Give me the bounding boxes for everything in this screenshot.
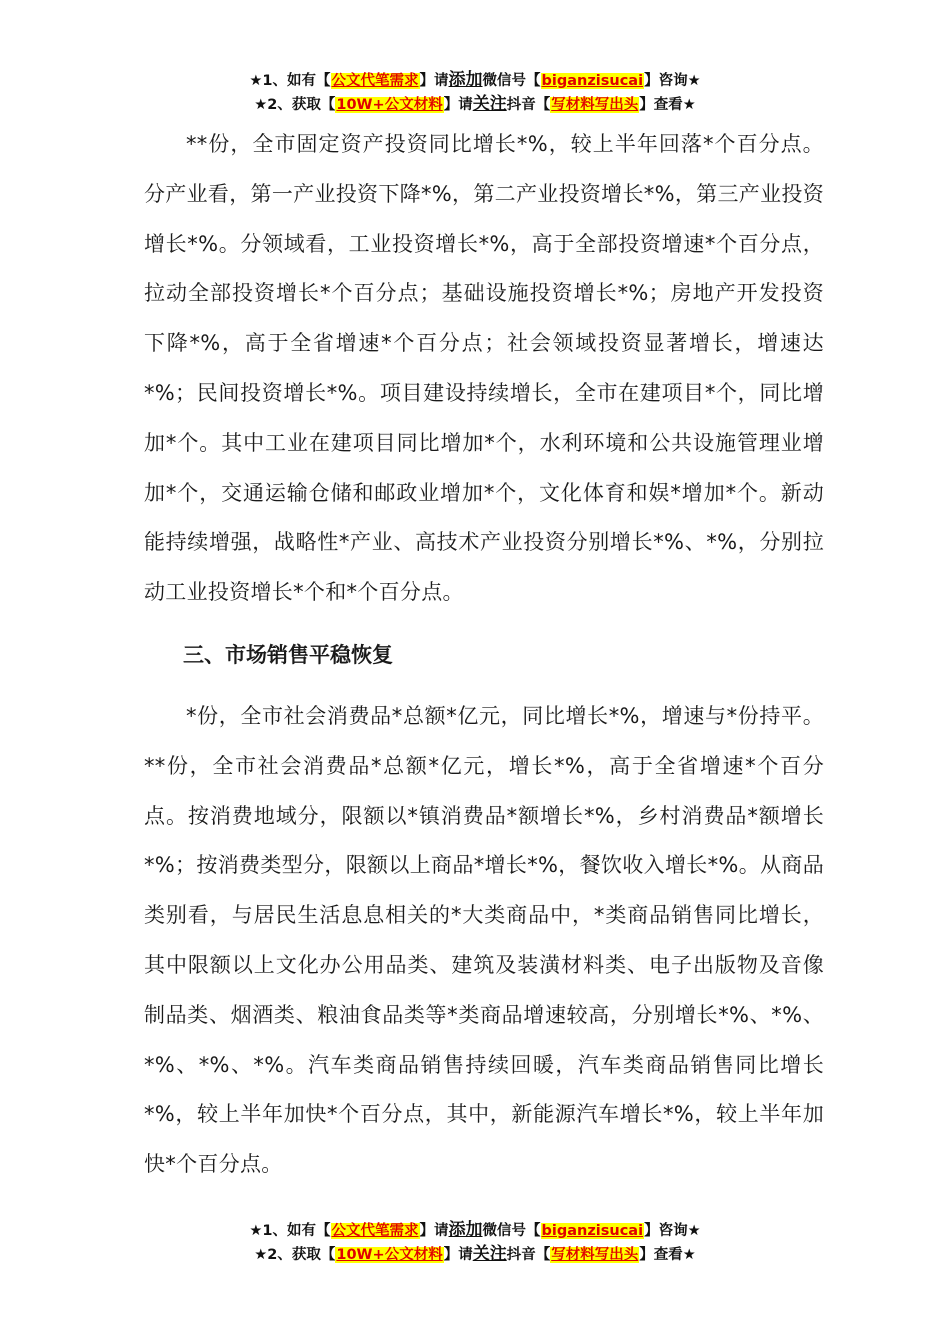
promo-emphasis: 添加 — [448, 1220, 483, 1240]
promo-douyin-id: 写材料写出头 — [551, 1247, 639, 1263]
promo-highlight: 公文代笔需求 — [331, 1223, 419, 1239]
promo-text: ★1、如有【 — [249, 73, 331, 89]
promo-line-1 — [0, 1219, 950, 1243]
promo-text: 抖音【 — [506, 97, 551, 113]
promo-line-2 — [0, 93, 950, 117]
promo-douyin-id: 写材料写出头 — [551, 97, 639, 113]
promo-emphasis: 关注 — [472, 94, 507, 114]
promo-highlight: 10W+公文材料 — [336, 1247, 443, 1263]
document-body-section-1 — [144, 120, 824, 618]
promo-text: 】请 — [443, 1247, 473, 1263]
promo-text: 】查看★ — [639, 97, 696, 113]
promo-text: ★1、如有【 — [249, 1223, 331, 1239]
promo-text: 】咨询★ — [644, 1223, 701, 1239]
promo-text: 】请 — [419, 73, 449, 89]
promo-text: 】请 — [419, 1223, 449, 1239]
promo-text: 】请 — [443, 97, 473, 113]
promo-line-2 — [0, 1243, 950, 1267]
top-promo-banner — [0, 69, 950, 117]
promo-highlight: 10W+公文材料 — [336, 97, 443, 113]
promo-text: 微信号【 — [482, 1223, 541, 1239]
promo-text: 微信号【 — [482, 73, 541, 89]
promo-highlight: 公文代笔需求 — [331, 73, 419, 89]
promo-text: 】咨询★ — [644, 73, 701, 89]
promo-text: ★2、获取【 — [254, 1247, 336, 1263]
promo-line-1 — [0, 69, 950, 93]
promo-text: ★2、获取【 — [254, 97, 336, 113]
promo-text: 】查看★ — [639, 1247, 696, 1263]
promo-emphasis: 添加 — [448, 70, 483, 90]
paragraph-retail-sales: *份，全市社会消费品*总额*亿元，同比增长*%，增速与*份持平。**份，全市社会消费品*总额*亿元，增长*%，高于全省增速*个百分点。按消费地域分，限额以*镇消费品*额增长*%，乡村消费品*额增长*%；按消费类型分，限额以上商品*增长*%，餐饮收入增长*%。从商品类别看，与居民生活息息相关的*大类商品中，*类商品销售同比增长，其中限额以上文化办公用品类、建筑及装潢材料类、电子出版物及音像制品类、烟酒类、粮油食品类等*类商品增速较高，分别增长*%、*%、*%、*%、*%。汽车类商品销售持续回暖，汽车类商品销售同比增长*%，较上半年加快*个百分点，其中，新能源汽车增长*%，较上半年加快*个百分点。 — [144, 704, 824, 1177]
section-heading: 三、市场销售平稳恢复 — [183, 643, 393, 667]
promo-emphasis: 关注 — [472, 1244, 507, 1264]
bottom-promo-banner — [0, 1219, 950, 1267]
promo-wechat-id: biganzisucai — [541, 1223, 644, 1239]
paragraph-investment: **份，全市固定资产投资同比增长*%，较上半年回落*个百分点。分产业看，第一产业投资下降*%，第二产业投资增长*%，第三产业投资增长*%。分领域看，工业投资增长*%，高于全部投资增速*个百分点，拉动全部投资增长*个百分点；基础设施投资增长*%；房地产开发投资下降*%，高于全省增速*个百分点；社会领域投资显著增长，增速达*%；民间投资增长*%。项目建设持续增长，全市在建项目*个，同比增加*个。其中工业在建项目同比增加*个，水利环境和公共设施管理业增加*个，交通运输仓储和邮政业增加*个，文化体育和娱*增加*个。新动能持续增强，战略性*产业、高技术产业投资分别增长*%、*%，分别拉动工业投资增长*个和*个百分点。 — [144, 132, 824, 605]
promo-wechat-id: biganzisucai — [541, 73, 644, 89]
document-body-section-2 — [144, 692, 824, 1190]
promo-text: 抖音【 — [506, 1247, 551, 1263]
